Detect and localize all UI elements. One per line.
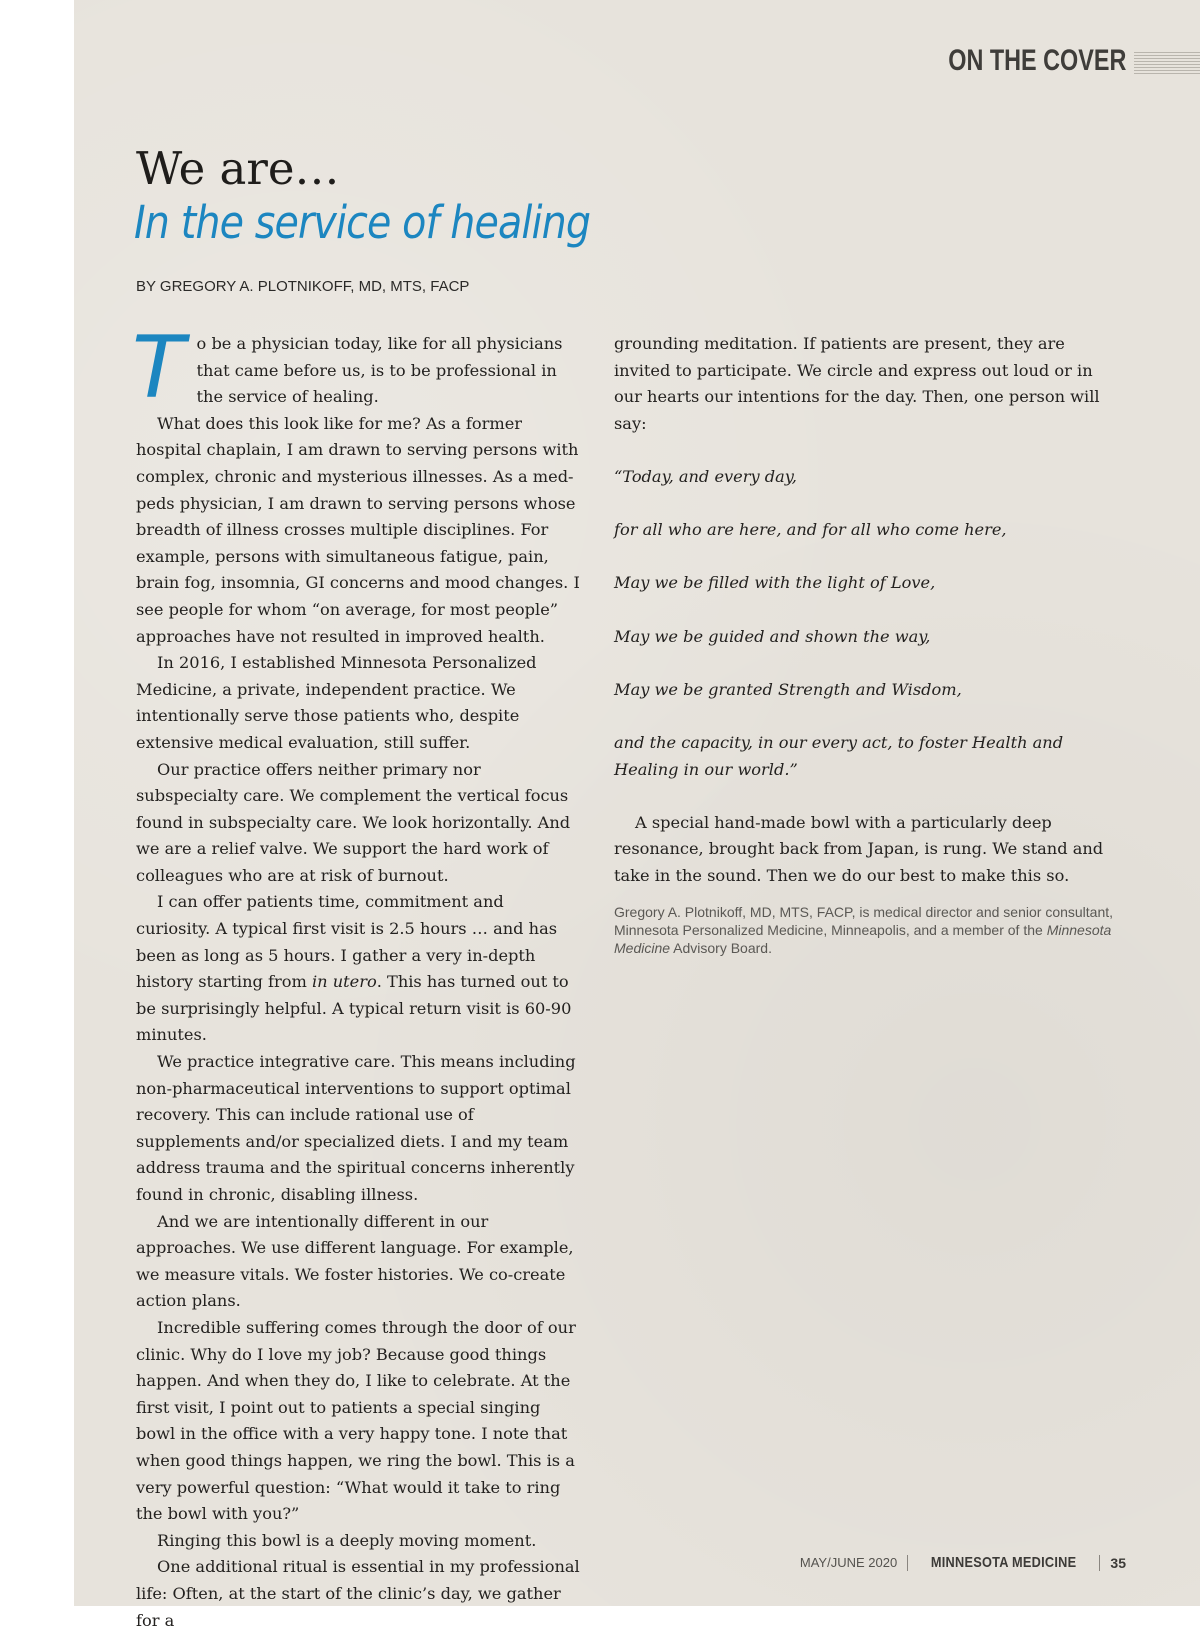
paragraph: In 2016, I established Minnesota Personalized Medicine, a private, independent practice. We intentionally serve those patients who, despite extensive medical evaluation, still suffer. [136, 653, 537, 752]
paragraph: We practice integrative care. This means including non-pharmaceutical interventions to support optimal recovery. This can include rational use of supplements and/or specialized diets. I and my team address trauma and the spiritual concerns inherently found in chronic, disabling illness. [136, 1052, 576, 1204]
drop-cap: T [132, 318, 185, 418]
poem-line: May we be filled with the light of Love, [614, 573, 936, 593]
right-column [614, 331, 1114, 957]
magazine-name: MINNESOTA MEDICINE [931, 1554, 1077, 1571]
paragraph-text: . This has turned out to be surprisingly helpful. A typical return visit is 60-90 minutes. [136, 972, 572, 1045]
page-number: 35 [1110, 1554, 1126, 1571]
left-column [132, 318, 582, 1634]
paragraph: What does this look like for me? As a former hospital chaplain, I am drawn to serving persons with complex, chronic and mysterious illnesses. As a med-peds physician, I am drawn to serving persons whose breadth of illness crosses multiple disciplines. For example, persons with simultaneous fatigue, pain, brain fog, insomnia, GI concerns and mood changes. I see people for whom “on average, for most people” approaches have not resulted in improved health. [136, 413, 580, 646]
paragraph: Incredible suffering comes through the door of our clinic. Why do I love my job? Because good things happen. And when they do, I like to celebrate. At the first visit, I point out to patients a special singing bowl in the office with a very happy tone. I note that when good things happen, we ring the bowl. This is a very powerful question: “What would it take to ring the bowl with you?” [136, 1317, 576, 1524]
bio-italic: Minnesota Medicine [614, 922, 1112, 957]
paragraph-continued: grounding meditation. If patients are present, they are invited to participate. We circle and express out loud or in our hearts our intentions for the day. Then, one person will say: [614, 334, 1100, 433]
first-paragraph-text: o be a physician today, like for all physicians that came before us, is to be professional in the service of healing. [196, 334, 563, 407]
poem-line: May we be guided and shown the way, [614, 626, 931, 646]
poem-line: “Today, and every day, [614, 466, 797, 486]
magazine-page [74, 0, 1200, 1630]
bio-text: Advisory Board. [670, 940, 772, 957]
section-stripes-decoration [1134, 52, 1200, 74]
page-footer [800, 1554, 1126, 1571]
poem-line: May we be granted Strength and Wisdom, [614, 679, 962, 699]
first-paragraph [132, 318, 582, 418]
byline: BY GREGORY A. PLOTNIKOFF, MD, MTS, FACP [136, 278, 470, 295]
paragraph: Our practice offers neither primary nor subspecialty care. We complement the vertical focus found in subspecialty care. We look horizontally. And we are a relief valve. We support the hard work of colleagues who are at risk of burnout. [136, 759, 571, 885]
article-title: We are… [136, 142, 340, 195]
paragraph: Ringing this bowl is a deeply moving moment. [157, 1530, 537, 1550]
paragraph-text: I can offer patients time, commitment and curiosity. A typical first visit is 2.5 hours … and has been as long as 5 hours. I gather a very in-depth history starting from [136, 892, 558, 992]
poem-line: and the capacity, in our every act, to foster Health and Healing in our world.” [614, 732, 1064, 779]
paragraph-visit-time [136, 889, 582, 1049]
paragraph: And we are intentionally different in our approaches. We use different language. For example, we measure vitals. We foster histories. We co-create action plans. [136, 1211, 574, 1311]
section-label: ON THE COVER [947, 44, 1126, 77]
paragraph: One additional ritual is essential in my professional life: Often, at the start of the clinic’s day, we gather for a [136, 1557, 580, 1630]
author-bio [614, 903, 1114, 957]
issue-date: MAY/JUNE 2020 [799, 1555, 898, 1570]
closing-paragraph: A special hand-made bowl with a particularly deep resonance, brought back from Japan, is rung. We stand and take in the sound. Then we do our best to make this so. [614, 812, 1104, 885]
italic-term: in utero [311, 972, 377, 992]
poem-line: for all who are here, and for all who come here, [614, 520, 1007, 540]
prayer-poem [614, 464, 1114, 783]
footer-divider [1099, 1555, 1100, 1571]
article-subtitle: In the service of healing [134, 196, 591, 249]
bio-text: Gregory A. Plotnikoff, MD, MTS, FACP, is medical director and senior consultant, Minnesota Personalized Medicine, Minneapolis, and a member of the [614, 904, 1114, 939]
footer-divider [907, 1555, 908, 1571]
